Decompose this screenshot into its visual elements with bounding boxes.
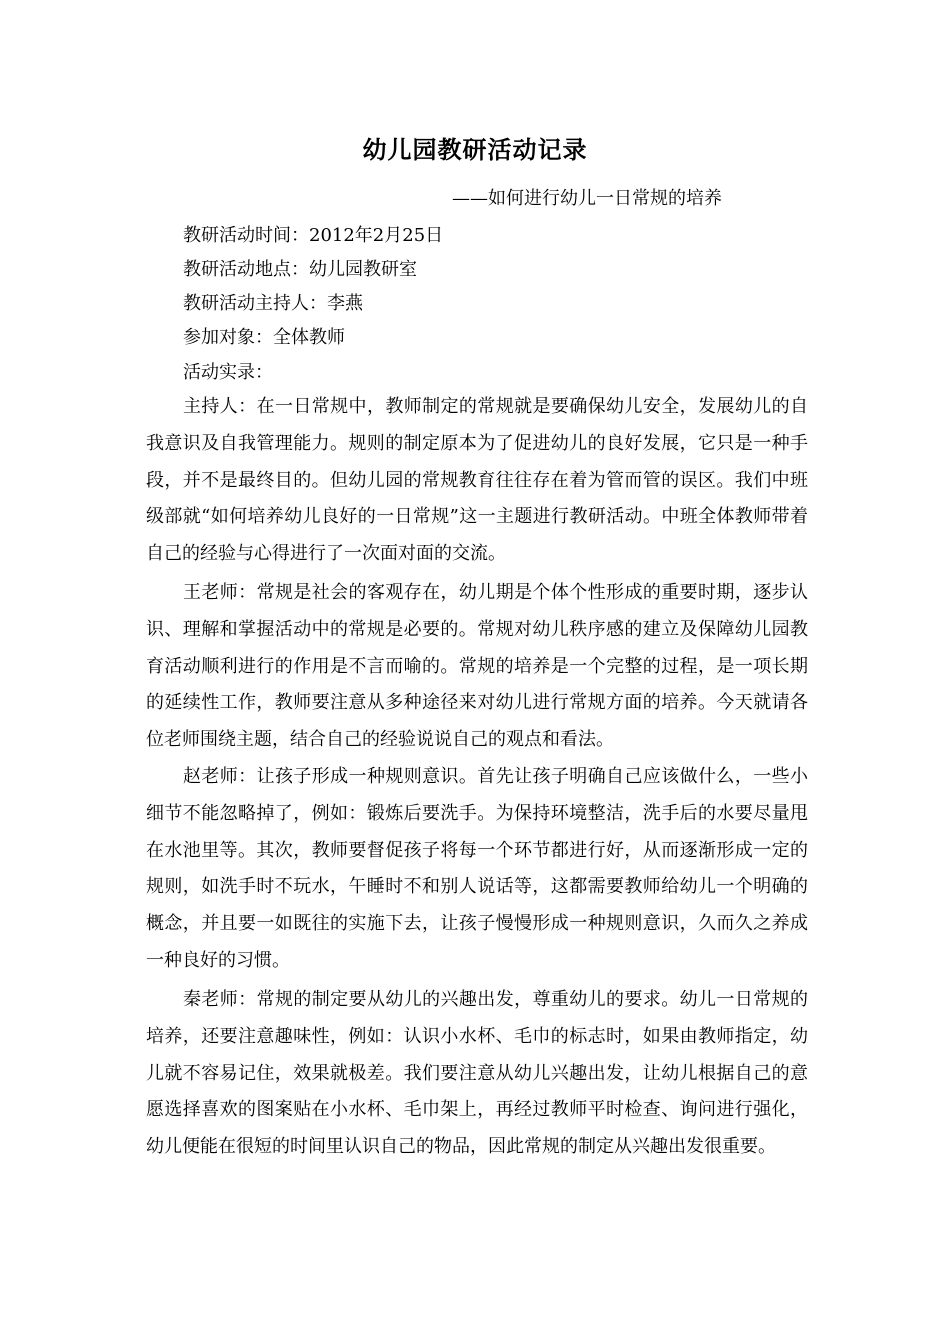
activity-attendees: 参加对象：全体教师 bbox=[183, 327, 345, 348]
activity-time: 教研活动时间：2012年2月25日 bbox=[183, 225, 444, 246]
activity-record-label: 活动实录： bbox=[183, 362, 273, 383]
activity-place: 教研活动地点：幼儿园教研室 bbox=[183, 259, 417, 280]
document-title: 幼儿园教研活动记录 bbox=[362, 135, 588, 164]
activity-host: 教研活动主持人：李燕 bbox=[183, 293, 363, 314]
paragraph-host: 主持人：在一日常规中，教师制定的常规就是要确保幼儿安全，发展幼儿的自我意识及自我管理能力。规则的制定原本为了促进幼儿的良好发展，它只是一种手段，并不是最终目的。但幼儿园的常规教育往往存在着为管而管的误区。我们中班级部就“如何培养幼儿良好的一日常规”这一主题进行教研活动。中班全体教师带着自己的经验与心得进行了一次面对面的交流。 bbox=[146, 396, 808, 565]
document-subtitle: ——如何进行幼儿一日常规的培养 bbox=[452, 188, 722, 209]
paragraph-teacher-qin: 秦老师：常规的制定要从幼儿的兴趣出发，尊重幼儿的要求。幼儿一日常规的培养，还要注意趣味性，例如：认识小水杯、毛巾的标志时，如果由教师指定，幼儿就不容易记住，效果就极差。我们要注意从幼儿兴趣出发，让幼儿根据自己的意愿选择喜欢的图案贴在小水杯、毛巾架上，再经过教师平时检查、询问进行强化，幼儿便能在很短的时间里认识自己的物品，因此常规的制定从兴趣出发很重要。 bbox=[146, 989, 808, 1158]
paragraph-teacher-zhao: 赵老师：让孩子形成一种规则意识。首先让孩子明确自己应该做什么，一些小细节不能忽略掉了，例如：锻炼后要洗手。为保持环境整洁，洗手后的水要尽量甩在水池里等。其次，教师要督促孩子将每一个环节都进行好，从而逐渐形成一定的规则，如洗手时不玩水，午睡时不和别人说话等，这都需要教师给幼儿一个明确的概念，并且要一如既往的实施下去，让孩子慢慢形成一种规则意识，久而久之养成一种良好的习惯。 bbox=[146, 766, 808, 971]
paragraph-teacher-wang: 王老师：常规是社会的客观存在，幼儿期是个体个性形成的重要时期，逐步认识、理解和掌握活动中的常规是必要的。常规对幼儿秩序感的建立及保障幼儿园教育活动顺利进行的作用是不言而喻的。常规的培养是一个完整的过程，是一项长期的延续性工作，教师要注意从多种途径来对幼儿进行常规方面的培养。今天就请各位老师围绕主题，结合自己的经验说说自己的观点和看法。 bbox=[146, 582, 808, 751]
